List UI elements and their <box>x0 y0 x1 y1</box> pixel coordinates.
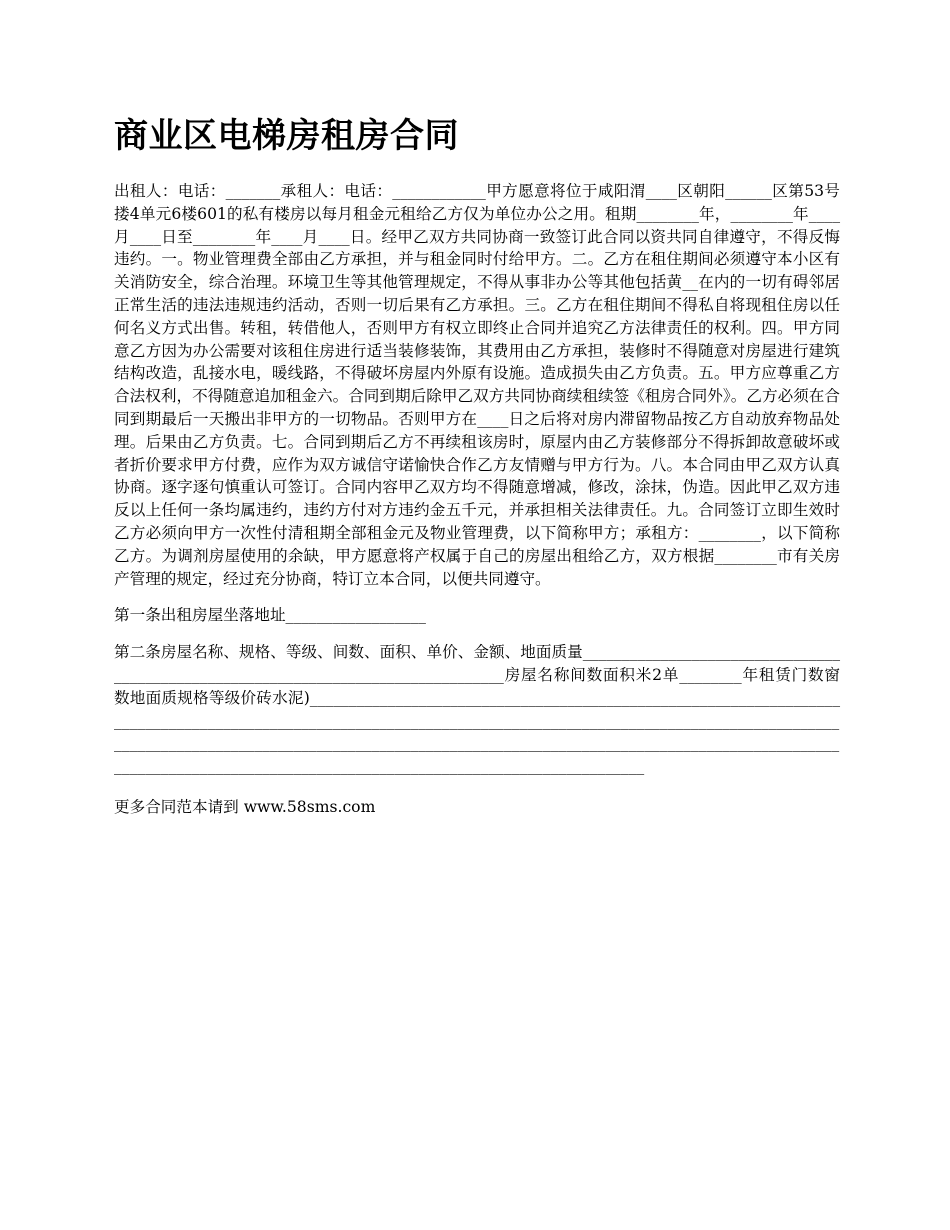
contract-body-paragraph: 出租人：电话：_______承租人：电话：____________甲方愿意将位于咸阳渭____区朝阳______区第53号搂4单元6楼601的私有楼房以每月租金元租给乙方仅为单位办公之用。租期________年，________年____月____日至________年____月____日。经甲乙双方共同协商一致签订此合同以资共同自律遵守，不得反悔违约。一。物业管理费全部由乙方承担，并与租金同时付给甲方。二。乙方在租住期间必须遵守本小区有关消防安全，综合治理。环境卫生等其他管理规定，不得从事非办公等其他包括黄__在内的一切有碍邻居正常生活的违法违规违约活动，否则一切后果有乙方承担。三。乙方在租住期间不得私自将现租住房以任何名义方式出售。转租，转借他人，否则甲方有权立即终止合同并追究乙方法律责任的权利。四。甲方同意乙方因为办公需要对该租住房进行适当装修装饰，其费用由乙方承担，装修时不得随意对房屋进行建筑结构改造，乱接水电，暖线路，不得破坏房屋内外原有设施。造成损失由乙方负责。五。甲方应尊重乙方合法权利，不得随意追加租金六。合同到期后除甲乙双方共同协商续租续签《租房合同外》。乙方必须在合同到期最后一天搬出非甲方的一切物品。否则甲方在____日之后将对房内滞留物品按乙方自动放弃物品处理。后果由乙方负责。七。合同到期后乙方不再续租该房时，原屋内由乙方装修部分不得拆卸故意破坏或者折价要求甲方付费，应作为双方诚信守诺愉快合作乙方友情赠与甲方行为。八。本合同由甲乙双方认真协商。逐字逐句慎重认可签订。合同内容甲乙双方均不得随意增减，修改，涂抹，伪造。因此甲乙双方违反以上任何一条均属违约，违约方付对方违约金五千元，并承担相关法律责任。九。合同签订立即生效时乙方必须向甲方一次性付清租期全部租金元及物业管理费，以下简称甲方；承租方：________，以下简称乙方。为调剂房屋使用的余缺，甲方愿意将产权属于自己的房屋出租给乙方，双方根据________市有关房产管理的规定，经过充分协商，特订立本合同，以便共同遵守。 <box>114 182 840 588</box>
footer-link-text: 更多合同范本请到 www.58sms.com <box>114 797 376 816</box>
document-title: 商业区电梯房租房合同 <box>114 116 459 156</box>
clause-1-paragraph: 第一条出租房屋坐落地址__________________ <box>114 606 426 625</box>
clause-2-paragraph: 第二条房屋名称、规格、等级、间数、面积、单价、金额、地面质量___________________________________________________________________________________房屋名称间数面积米2单________年租赁门数窗数地面质规格等级价砖水泥)__________________________________________________________________________________________________________________________________________________________________________________________________________________________________________________________________________________________________________________________________ <box>114 643 840 776</box>
contract-page <box>114 112 840 834</box>
